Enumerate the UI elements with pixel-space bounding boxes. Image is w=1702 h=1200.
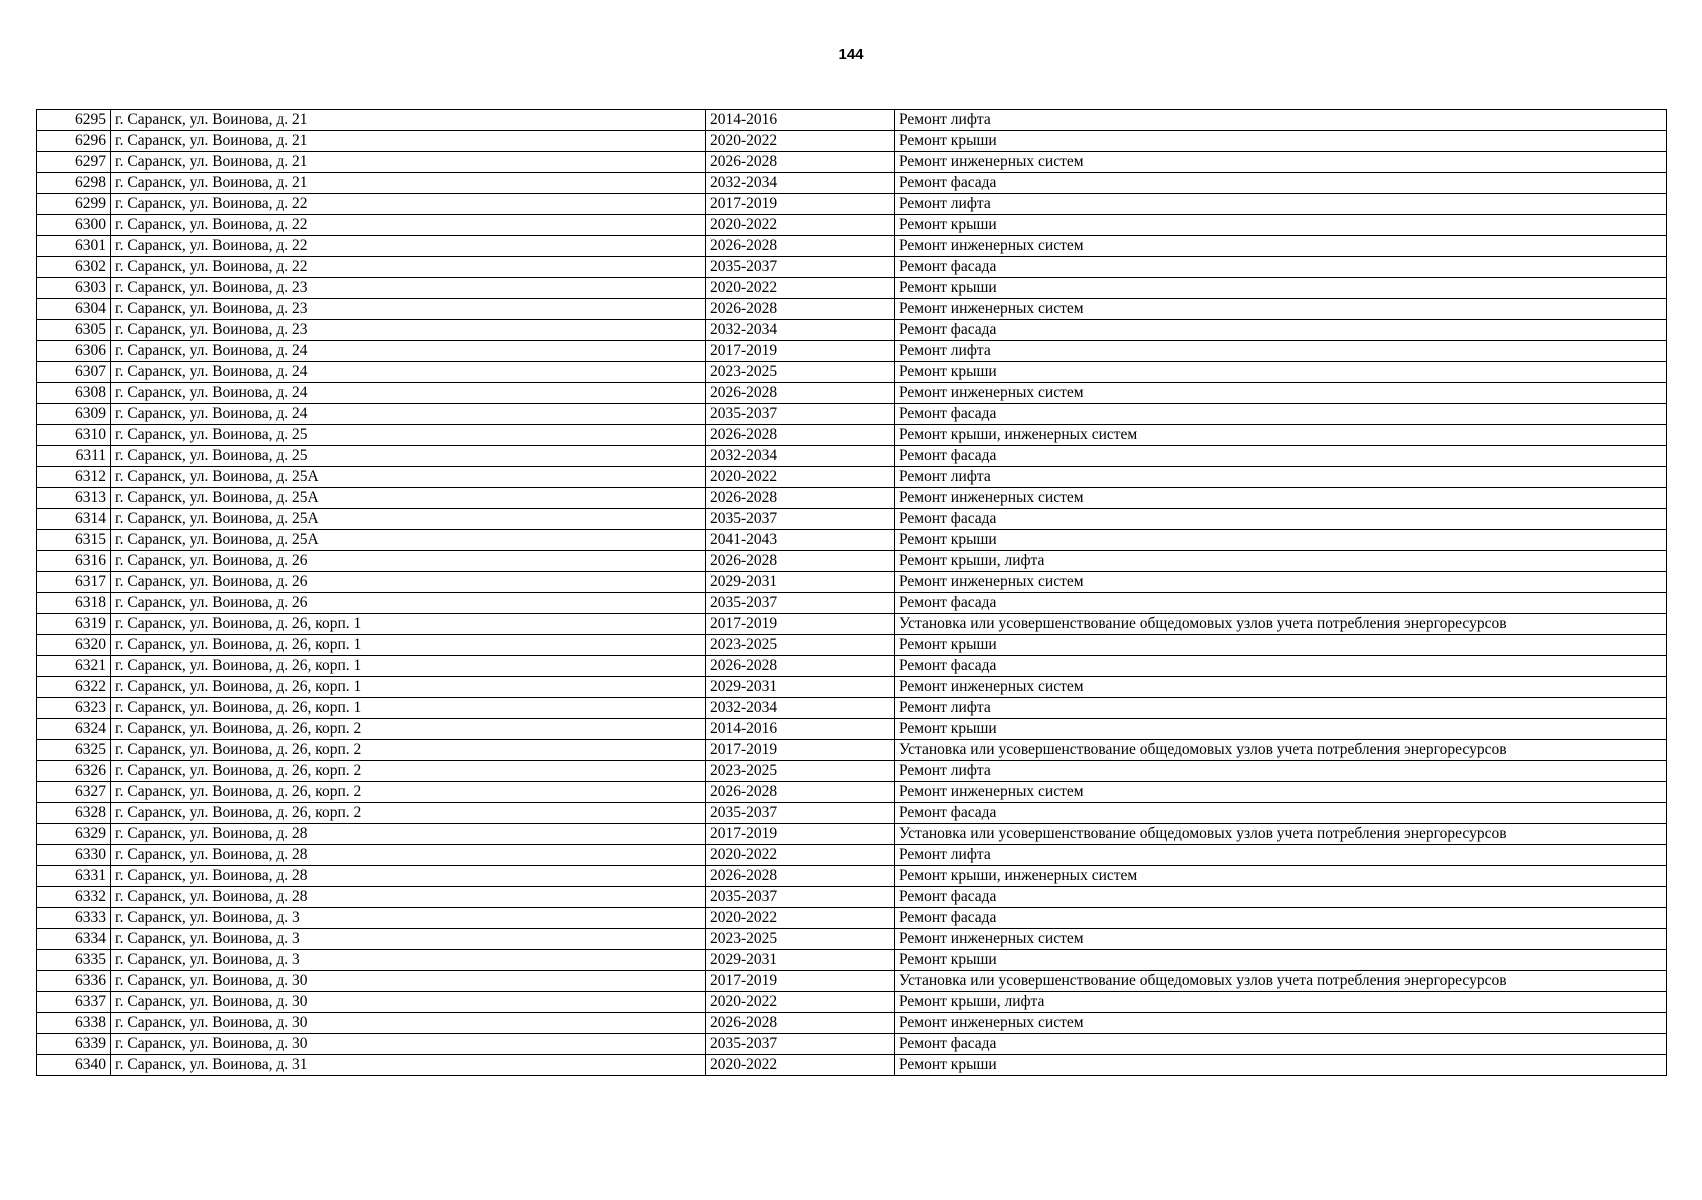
period-cell: 2026-2028: [706, 425, 895, 446]
period-cell: 2023-2025: [706, 761, 895, 782]
row-number-cell: 6297: [37, 152, 111, 173]
work-type-cell: Ремонт лифта: [895, 194, 1667, 215]
table-row: [37, 257, 1667, 278]
period-cell: 2026-2028: [706, 152, 895, 173]
period-cell: 2017-2019: [706, 824, 895, 845]
work-type-cell: Ремонт лифта: [895, 698, 1667, 719]
row-number-cell: 6339: [37, 1034, 111, 1055]
table-row: [37, 236, 1667, 257]
work-type-cell: Ремонт крыши: [895, 131, 1667, 152]
address-cell: г. Саранск, ул. Воинова, д. 22: [111, 194, 706, 215]
work-type-cell: Ремонт лифта: [895, 845, 1667, 866]
work-type-cell: Ремонт лифта: [895, 761, 1667, 782]
table-row: [37, 971, 1667, 992]
row-number-cell: 6306: [37, 341, 111, 362]
address-cell: г. Саранск, ул. Воинова, д. 26, корп. 2: [111, 803, 706, 824]
work-type-cell: Ремонт инженерных систем: [895, 488, 1667, 509]
period-cell: 2035-2037: [706, 509, 895, 530]
period-cell: 2026-2028: [706, 1013, 895, 1034]
work-type-cell: Ремонт лифта: [895, 110, 1667, 131]
table-row: [37, 824, 1667, 845]
period-cell: 2026-2028: [706, 551, 895, 572]
table-row: [37, 488, 1667, 509]
table-row: [37, 173, 1667, 194]
address-cell: г. Саранск, ул. Воинова, д. 25А: [111, 530, 706, 551]
row-number-cell: 6302: [37, 257, 111, 278]
address-cell: г. Саранск, ул. Воинова, д. 21: [111, 110, 706, 131]
row-number-cell: 6312: [37, 467, 111, 488]
work-type-cell: Ремонт инженерных систем: [895, 572, 1667, 593]
row-number-cell: 6301: [37, 236, 111, 257]
period-cell: 2032-2034: [706, 698, 895, 719]
work-type-cell: Ремонт крыши, лифта: [895, 992, 1667, 1013]
work-type-cell: Ремонт крыши: [895, 719, 1667, 740]
row-number-cell: 6295: [37, 110, 111, 131]
address-cell: г. Саранск, ул. Воинова, д. 22: [111, 236, 706, 257]
work-type-cell: Ремонт фасада: [895, 320, 1667, 341]
period-cell: 2020-2022: [706, 1055, 895, 1076]
address-cell: г. Саранск, ул. Воинова, д. 26, корп. 1: [111, 614, 706, 635]
period-cell: 2041-2043: [706, 530, 895, 551]
table-row: [37, 719, 1667, 740]
address-cell: г. Саранск, ул. Воинова, д. 28: [111, 845, 706, 866]
period-cell: 2026-2028: [706, 383, 895, 404]
period-cell: 2035-2037: [706, 404, 895, 425]
table-row: [37, 635, 1667, 656]
address-cell: г. Саранск, ул. Воинова, д. 26: [111, 551, 706, 572]
table-row: [37, 803, 1667, 824]
row-number-cell: 6340: [37, 1055, 111, 1076]
work-type-cell: Установка или усовершенствование общедомовых узлов учета потребления энергоресурсов: [895, 614, 1667, 635]
table-row: [37, 782, 1667, 803]
row-number-cell: 6321: [37, 656, 111, 677]
address-cell: г. Саранск, ул. Воинова, д. 22: [111, 257, 706, 278]
work-type-cell: Установка или усовершенствование общедомовых узлов учета потребления энергоресурсов: [895, 740, 1667, 761]
period-cell: 2035-2037: [706, 887, 895, 908]
work-type-cell: Ремонт крыши, лифта: [895, 551, 1667, 572]
work-type-cell: Ремонт инженерных систем: [895, 152, 1667, 173]
row-number-cell: 6324: [37, 719, 111, 740]
row-number-cell: 6316: [37, 551, 111, 572]
address-cell: г. Саранск, ул. Воинова, д. 26: [111, 572, 706, 593]
work-type-cell: Ремонт крыши: [895, 530, 1667, 551]
work-type-cell: Ремонт крыши: [895, 278, 1667, 299]
period-cell: 2032-2034: [706, 173, 895, 194]
table-row: [37, 950, 1667, 971]
work-type-cell: Ремонт фасада: [895, 593, 1667, 614]
address-cell: г. Саранск, ул. Воинова, д. 26, корп. 1: [111, 635, 706, 656]
row-number-cell: 6331: [37, 866, 111, 887]
table-row: [37, 593, 1667, 614]
period-cell: 2023-2025: [706, 929, 895, 950]
row-number-cell: 6325: [37, 740, 111, 761]
address-cell: г. Саранск, ул. Воинова, д. 30: [111, 971, 706, 992]
period-cell: 2014-2016: [706, 719, 895, 740]
row-number-cell: 6314: [37, 509, 111, 530]
work-type-cell: Ремонт крыши, инженерных систем: [895, 866, 1667, 887]
row-number-cell: 6315: [37, 530, 111, 551]
period-cell: 2026-2028: [706, 866, 895, 887]
table-row: [37, 530, 1667, 551]
table-row: [37, 383, 1667, 404]
row-number-cell: 6296: [37, 131, 111, 152]
address-cell: г. Саранск, ул. Воинова, д. 26, корп. 2: [111, 719, 706, 740]
row-number-cell: 6300: [37, 215, 111, 236]
work-type-cell: Ремонт крыши: [895, 215, 1667, 236]
work-type-cell: Ремонт крыши: [895, 362, 1667, 383]
work-type-cell: Ремонт лифта: [895, 341, 1667, 362]
address-cell: г. Саранск, ул. Воинова, д. 25А: [111, 509, 706, 530]
table-row: [37, 320, 1667, 341]
row-number-cell: 6320: [37, 635, 111, 656]
period-cell: 2020-2022: [706, 278, 895, 299]
table-row: [37, 656, 1667, 677]
period-cell: 2026-2028: [706, 236, 895, 257]
period-cell: 2023-2025: [706, 635, 895, 656]
address-cell: г. Саранск, ул. Воинова, д. 21: [111, 173, 706, 194]
row-number-cell: 6334: [37, 929, 111, 950]
period-cell: 2020-2022: [706, 215, 895, 236]
work-type-cell: Ремонт фасада: [895, 173, 1667, 194]
period-cell: 2035-2037: [706, 1034, 895, 1055]
work-type-cell: Ремонт инженерных систем: [895, 677, 1667, 698]
address-cell: г. Саранск, ул. Воинова, д. 30: [111, 992, 706, 1013]
table-row: [37, 887, 1667, 908]
row-number-cell: 6330: [37, 845, 111, 866]
work-type-cell: Ремонт фасада: [895, 887, 1667, 908]
address-cell: г. Саранск, ул. Воинова, д. 28: [111, 824, 706, 845]
table-row: [37, 908, 1667, 929]
period-cell: 2014-2016: [706, 110, 895, 131]
row-number-cell: 6333: [37, 908, 111, 929]
period-cell: 2017-2019: [706, 341, 895, 362]
row-number-cell: 6311: [37, 446, 111, 467]
address-cell: г. Саранск, ул. Воинова, д. 21: [111, 131, 706, 152]
row-number-cell: 6318: [37, 593, 111, 614]
row-number-cell: 6338: [37, 1013, 111, 1034]
address-cell: г. Саранск, ул. Воинова, д. 24: [111, 362, 706, 383]
work-type-cell: Установка или усовершенствование общедомовых узлов учета потребления энергоресурсов: [895, 824, 1667, 845]
address-cell: г. Саранск, ул. Воинова, д. 26, корп. 2: [111, 761, 706, 782]
row-number-cell: 6313: [37, 488, 111, 509]
address-cell: г. Саранск, ул. Воинова, д. 31: [111, 1055, 706, 1076]
row-number-cell: 6337: [37, 992, 111, 1013]
address-cell: г. Саранск, ул. Воинова, д. 26, корп. 1: [111, 656, 706, 677]
row-number-cell: 6332: [37, 887, 111, 908]
table-row: [37, 362, 1667, 383]
period-cell: 2035-2037: [706, 803, 895, 824]
address-cell: г. Саранск, ул. Воинова, д. 3: [111, 908, 706, 929]
period-cell: 2029-2031: [706, 950, 895, 971]
period-cell: 2020-2022: [706, 992, 895, 1013]
address-cell: г. Саранск, ул. Воинова, д. 23: [111, 320, 706, 341]
row-number-cell: 6326: [37, 761, 111, 782]
period-cell: 2026-2028: [706, 656, 895, 677]
row-number-cell: 6336: [37, 971, 111, 992]
page-number: 144: [838, 46, 864, 63]
period-cell: 2020-2022: [706, 131, 895, 152]
address-cell: г. Саранск, ул. Воинова, д. 3: [111, 929, 706, 950]
work-type-cell: Ремонт фасада: [895, 656, 1667, 677]
address-cell: г. Саранск, ул. Воинова, д. 24: [111, 383, 706, 404]
work-type-cell: Установка или усовершенствование общедомовых узлов учета потребления энергоресурсов: [895, 971, 1667, 992]
row-number-cell: 6309: [37, 404, 111, 425]
period-cell: 2017-2019: [706, 971, 895, 992]
address-cell: г. Саранск, ул. Воинова, д. 26, корп. 1: [111, 677, 706, 698]
table-row: [37, 131, 1667, 152]
table-row: [37, 992, 1667, 1013]
table-row: [37, 194, 1667, 215]
period-cell: 2023-2025: [706, 362, 895, 383]
work-type-cell: Ремонт фасада: [895, 908, 1667, 929]
address-cell: г. Саранск, ул. Воинова, д. 21: [111, 152, 706, 173]
row-number-cell: 6335: [37, 950, 111, 971]
address-cell: г. Саранск, ул. Воинова, д. 25: [111, 446, 706, 467]
period-cell: 2026-2028: [706, 299, 895, 320]
work-type-cell: Ремонт инженерных систем: [895, 299, 1667, 320]
row-number-cell: 6328: [37, 803, 111, 824]
work-type-cell: Ремонт фасада: [895, 446, 1667, 467]
table-row: [37, 446, 1667, 467]
row-number-cell: 6299: [37, 194, 111, 215]
work-type-cell: Ремонт крыши: [895, 635, 1667, 656]
row-number-cell: 6327: [37, 782, 111, 803]
address-cell: г. Саранск, ул. Воинова, д. 26, корп. 2: [111, 740, 706, 761]
table-row: [37, 467, 1667, 488]
address-cell: г. Саранск, ул. Воинова, д. 22: [111, 215, 706, 236]
row-number-cell: 6317: [37, 572, 111, 593]
table-row: [37, 299, 1667, 320]
table-row: [37, 677, 1667, 698]
row-number-cell: 6322: [37, 677, 111, 698]
address-cell: г. Саранск, ул. Воинова, д. 26, корп. 2: [111, 782, 706, 803]
work-type-cell: Ремонт фасада: [895, 803, 1667, 824]
address-cell: г. Саранск, ул. Воинова, д. 24: [111, 341, 706, 362]
row-number-cell: 6298: [37, 173, 111, 194]
row-number-cell: 6304: [37, 299, 111, 320]
table-row: [37, 866, 1667, 887]
table-row: [37, 929, 1667, 950]
period-cell: 2017-2019: [706, 614, 895, 635]
table-row: [37, 1055, 1667, 1076]
work-type-cell: Ремонт инженерных систем: [895, 236, 1667, 257]
period-cell: 2020-2022: [706, 467, 895, 488]
address-cell: г. Саранск, ул. Воинова, д. 26, корп. 1: [111, 698, 706, 719]
table-row: [37, 110, 1667, 131]
address-cell: г. Саранск, ул. Воинова, д. 26: [111, 593, 706, 614]
row-number-cell: 6319: [37, 614, 111, 635]
table-row: [37, 404, 1667, 425]
address-cell: г. Саранск, ул. Воинова, д. 30: [111, 1013, 706, 1034]
work-type-cell: Ремонт фасада: [895, 404, 1667, 425]
work-type-cell: Ремонт инженерных систем: [895, 929, 1667, 950]
address-cell: г. Саранск, ул. Воинова, д. 23: [111, 278, 706, 299]
table-row: [37, 215, 1667, 236]
period-cell: 2017-2019: [706, 194, 895, 215]
address-cell: г. Саранск, ул. Воинова, д. 24: [111, 404, 706, 425]
period-cell: 2020-2022: [706, 845, 895, 866]
period-cell: 2026-2028: [706, 488, 895, 509]
period-cell: 2029-2031: [706, 677, 895, 698]
table-row: [37, 698, 1667, 719]
period-cell: 2020-2022: [706, 908, 895, 929]
work-type-cell: Ремонт инженерных систем: [895, 1013, 1667, 1034]
table-row: [37, 1034, 1667, 1055]
period-cell: 2032-2034: [706, 446, 895, 467]
table-body: [37, 110, 1667, 1076]
address-cell: г. Саранск, ул. Воинова, д. 23: [111, 299, 706, 320]
work-type-cell: Ремонт крыши, инженерных систем: [895, 425, 1667, 446]
address-cell: г. Саранск, ул. Воинова, д. 28: [111, 866, 706, 887]
table-row: [37, 1013, 1667, 1034]
table-row: [37, 509, 1667, 530]
period-cell: 2029-2031: [706, 572, 895, 593]
table-row: [37, 551, 1667, 572]
address-cell: г. Саранск, ул. Воинова, д. 25А: [111, 488, 706, 509]
address-cell: г. Саранск, ул. Воинова, д. 25А: [111, 467, 706, 488]
repair-schedule-table: [36, 109, 1667, 1076]
table-row: [37, 572, 1667, 593]
work-type-cell: Ремонт фасада: [895, 509, 1667, 530]
row-number-cell: 6329: [37, 824, 111, 845]
table-row: [37, 761, 1667, 782]
address-cell: г. Саранск, ул. Воинова, д. 28: [111, 887, 706, 908]
row-number-cell: 6323: [37, 698, 111, 719]
work-type-cell: Ремонт фасада: [895, 257, 1667, 278]
table-row: [37, 845, 1667, 866]
table-row: [37, 152, 1667, 173]
row-number-cell: 6303: [37, 278, 111, 299]
period-cell: 2026-2028: [706, 782, 895, 803]
work-type-cell: Ремонт лифта: [895, 467, 1667, 488]
table-row: [37, 614, 1667, 635]
work-type-cell: Ремонт инженерных систем: [895, 782, 1667, 803]
work-type-cell: Ремонт фасада: [895, 1034, 1667, 1055]
table-row: [37, 740, 1667, 761]
period-cell: 2035-2037: [706, 257, 895, 278]
address-cell: г. Саранск, ул. Воинова, д. 3: [111, 950, 706, 971]
work-type-cell: Ремонт крыши: [895, 1055, 1667, 1076]
work-type-cell: Ремонт инженерных систем: [895, 383, 1667, 404]
period-cell: 2035-2037: [706, 593, 895, 614]
row-number-cell: 6308: [37, 383, 111, 404]
table-row: [37, 425, 1667, 446]
work-type-cell: Ремонт крыши: [895, 950, 1667, 971]
period-cell: 2032-2034: [706, 320, 895, 341]
row-number-cell: 6305: [37, 320, 111, 341]
row-number-cell: 6307: [37, 362, 111, 383]
address-cell: г. Саранск, ул. Воинова, д. 30: [111, 1034, 706, 1055]
row-number-cell: 6310: [37, 425, 111, 446]
period-cell: 2017-2019: [706, 740, 895, 761]
address-cell: г. Саранск, ул. Воинова, д. 25: [111, 425, 706, 446]
table-row: [37, 278, 1667, 299]
table-row: [37, 341, 1667, 362]
